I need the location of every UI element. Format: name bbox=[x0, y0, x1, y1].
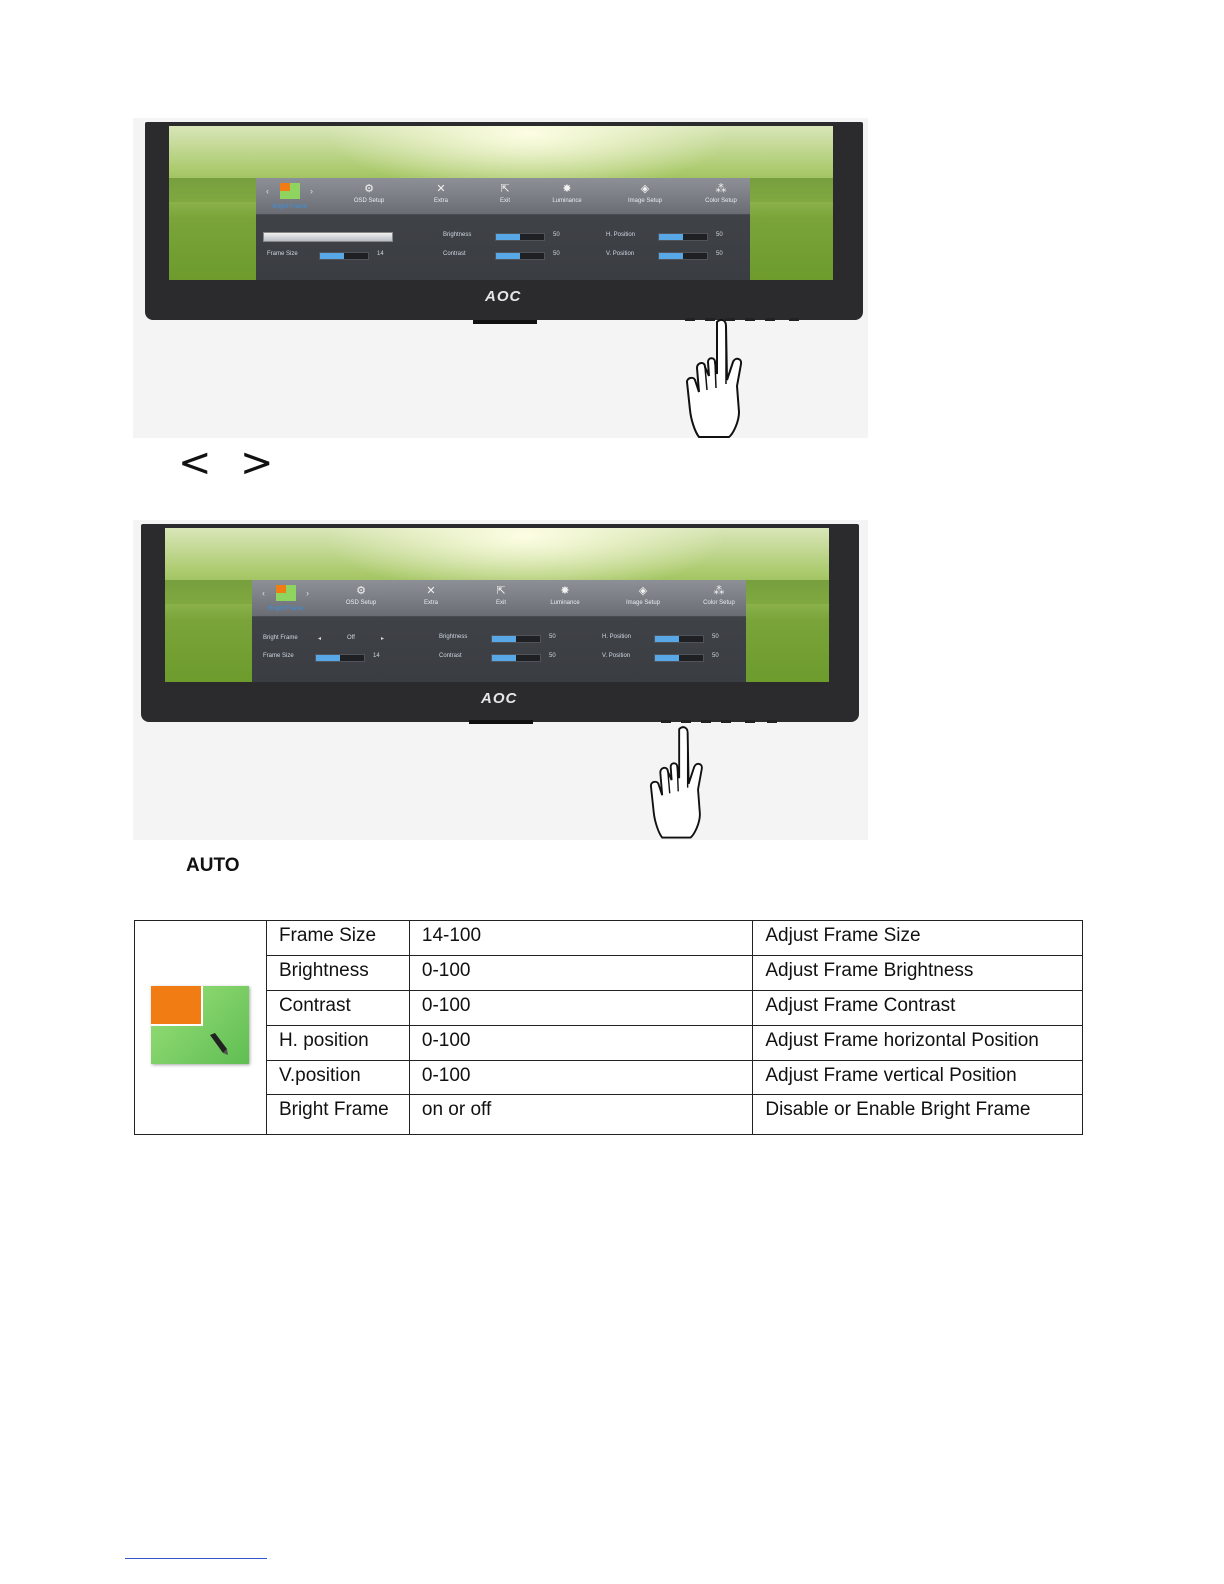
setting-slider bbox=[654, 635, 704, 643]
setting-value: 14 bbox=[373, 653, 380, 659]
footer-rule bbox=[125, 1558, 267, 1559]
setting-slider bbox=[319, 252, 369, 260]
setting-label: Bright Frame bbox=[263, 635, 298, 641]
pointing-hand-icon bbox=[649, 720, 715, 840]
setting-desc-cell: Adjust Frame vertical Position bbox=[753, 1061, 1083, 1095]
osd-selection-highlight bbox=[263, 232, 393, 242]
setting-value: 50 bbox=[712, 634, 719, 640]
bright-frame-icon bbox=[280, 183, 300, 199]
setting-desc-cell: Adjust Frame horizontal Position bbox=[753, 1026, 1083, 1061]
color-setup-icon: ⁂ bbox=[713, 585, 725, 597]
luminance-icon: ✸ bbox=[562, 183, 572, 195]
setting-slider-fill bbox=[316, 655, 340, 661]
monitor-photo-2 bbox=[133, 520, 868, 840]
option-left-arrow-icon[interactable]: ◂ bbox=[318, 636, 322, 642]
setting-range-cell: on or off bbox=[409, 1095, 752, 1135]
exit-icon: ⇱ bbox=[496, 585, 506, 597]
image-setup-icon: ◈ bbox=[638, 585, 648, 597]
table-row bbox=[135, 956, 1083, 991]
bright-frame-spec-table bbox=[134, 920, 1083, 1135]
setting-range-cell: 0-100 bbox=[409, 956, 752, 991]
osd-tab-label: OSD Setup bbox=[345, 600, 377, 606]
setting-range-cell: 0-100 bbox=[409, 1026, 752, 1061]
setting-value: 14 bbox=[377, 251, 384, 257]
left-arrow-icon: < bbox=[178, 440, 212, 486]
pencil-icon bbox=[207, 1032, 229, 1056]
setting-name-cell: Brightness bbox=[266, 956, 409, 991]
osd-tab-exit[interactable] bbox=[470, 182, 540, 204]
setting-label: Frame Size bbox=[263, 653, 294, 659]
osd-right-arrow-icon: › bbox=[306, 588, 309, 598]
table-row bbox=[135, 1061, 1083, 1095]
setting-value: 50 bbox=[716, 232, 723, 238]
setting-slider bbox=[495, 233, 545, 241]
osd-tab-luminance[interactable] bbox=[530, 584, 600, 606]
setting-range-cell: 0-100 bbox=[409, 1061, 752, 1095]
monitor-button[interactable] bbox=[789, 318, 799, 321]
setting-label: Brightness bbox=[443, 232, 472, 238]
image-setup-icon: ◈ bbox=[640, 183, 650, 195]
right-arrow-icon: > bbox=[240, 440, 274, 486]
setting-desc-cell: Adjust Frame Contrast bbox=[753, 991, 1083, 1026]
osd-tab-exit[interactable] bbox=[466, 584, 536, 606]
osd-tab-color-setup[interactable] bbox=[684, 584, 754, 606]
setting-desc-cell: Disable or Enable Bright Frame bbox=[753, 1095, 1083, 1135]
table-row bbox=[135, 991, 1083, 1026]
setting-slider bbox=[491, 654, 541, 662]
osd-tab-label: Exit bbox=[499, 198, 510, 204]
setting-slider-fill bbox=[659, 253, 683, 259]
osd-panel bbox=[252, 580, 746, 682]
osd-tab-image-setup[interactable] bbox=[608, 584, 678, 606]
monitor-screen bbox=[169, 126, 833, 280]
setting-value: 50 bbox=[712, 653, 719, 659]
osd-tab-image-setup[interactable] bbox=[610, 182, 680, 204]
exit-icon: ⇱ bbox=[500, 183, 510, 195]
setting-slider bbox=[315, 654, 365, 662]
setting-label: V. Position bbox=[602, 653, 631, 659]
setting-slider bbox=[654, 654, 704, 662]
osd-tab-extra[interactable] bbox=[406, 182, 476, 204]
setting-label: V. Position bbox=[606, 251, 635, 257]
setting-slider-fill bbox=[496, 253, 520, 259]
osd-setup-icon: ⚙ bbox=[356, 585, 366, 597]
osd-tab-label: Luminance bbox=[550, 600, 580, 606]
bright-frame-icon bbox=[151, 986, 249, 1064]
osd-tab-label: Image Setup bbox=[627, 198, 663, 204]
option-right-arrow-icon[interactable]: ▸ bbox=[381, 636, 385, 642]
setting-value: 50 bbox=[549, 653, 556, 659]
osd-tab-label: OSD Setup bbox=[353, 198, 385, 204]
extra-icon: ✕ bbox=[426, 585, 436, 597]
setting-label: H. Position bbox=[602, 634, 632, 640]
extra-icon: ✕ bbox=[436, 183, 446, 195]
monitor-screen bbox=[165, 528, 829, 682]
osd-tab-label: Color Setup bbox=[703, 600, 735, 606]
monitor-bezel bbox=[141, 524, 859, 722]
osd-tab-label: Bright Frame bbox=[272, 204, 308, 210]
setting-slider bbox=[658, 252, 708, 260]
monitor-stand bbox=[469, 720, 533, 724]
setting-name-cell: Bright Frame bbox=[266, 1095, 409, 1135]
osd-tab-bar bbox=[256, 178, 750, 214]
setting-slider bbox=[495, 252, 545, 260]
color-setup-icon: ⁂ bbox=[715, 183, 727, 195]
setting-value: 50 bbox=[553, 232, 560, 238]
osd-tab-label: Extra bbox=[433, 198, 448, 204]
table-row bbox=[135, 1026, 1083, 1061]
setting-range-cell: 14-100 bbox=[409, 921, 752, 956]
pointing-hand-icon bbox=[685, 316, 755, 438]
luminance-icon: ✸ bbox=[560, 585, 570, 597]
monitor-bezel bbox=[145, 122, 863, 320]
setting-desc-cell: Adjust Frame Size bbox=[753, 921, 1083, 956]
monitor-button[interactable] bbox=[745, 720, 755, 723]
setting-slider-fill bbox=[655, 636, 679, 642]
setting-label: Contrast bbox=[443, 251, 466, 257]
table-row bbox=[135, 921, 1083, 956]
setting-name-cell: V.position bbox=[266, 1061, 409, 1095]
osd-left-arrow-icon: ‹ bbox=[266, 186, 269, 196]
setting-name-cell: H. position bbox=[266, 1026, 409, 1061]
osd-left-arrow-icon: ‹ bbox=[262, 588, 265, 598]
setting-value: 50 bbox=[716, 251, 723, 257]
setting-desc-cell: Adjust Frame Brightness bbox=[753, 956, 1083, 991]
setting-name-cell: Contrast bbox=[266, 991, 409, 1026]
osd-tab-luminance[interactable] bbox=[532, 182, 602, 204]
setting-slider-fill bbox=[655, 655, 679, 661]
osd-tab-extra[interactable] bbox=[396, 584, 466, 606]
table-row bbox=[135, 1095, 1083, 1135]
osd-tab-label: Exit bbox=[495, 600, 506, 606]
setting-slider bbox=[491, 635, 541, 643]
setting-value: 50 bbox=[549, 634, 556, 640]
monitor-photo-1 bbox=[133, 118, 868, 438]
osd-panel bbox=[256, 178, 750, 280]
osd-tab-label: Bright Frame bbox=[268, 606, 304, 612]
setting-label: Brightness bbox=[439, 634, 468, 640]
osd-tab-color-setup[interactable] bbox=[686, 182, 756, 204]
osd-tab-label: Color Setup bbox=[705, 198, 737, 204]
aoc-logo: AOC bbox=[481, 690, 518, 707]
monitor-button[interactable] bbox=[721, 720, 731, 723]
setting-slider bbox=[658, 233, 708, 241]
setting-label: Contrast bbox=[439, 653, 462, 659]
osd-tab-bright-frame[interactable] bbox=[256, 582, 316, 616]
setting-slider-fill bbox=[659, 234, 683, 240]
osd-tab-osd-setup[interactable] bbox=[334, 182, 404, 204]
monitor-stand bbox=[473, 320, 537, 324]
setting-label: H. Position bbox=[606, 232, 636, 238]
osd-tab-bright-frame[interactable] bbox=[260, 180, 320, 214]
setting-slider-fill bbox=[492, 655, 516, 661]
setting-slider-fill bbox=[492, 636, 516, 642]
bright-frame-icon-cell bbox=[135, 921, 267, 1135]
setting-label: Frame Size bbox=[267, 251, 298, 257]
aoc-logo: AOC bbox=[485, 288, 522, 305]
osd-setup-icon: ⚙ bbox=[364, 183, 374, 195]
osd-tab-osd-setup[interactable] bbox=[326, 584, 396, 606]
setting-value: Off bbox=[347, 635, 355, 641]
monitor-button[interactable] bbox=[767, 720, 777, 723]
setting-name-cell: Frame Size bbox=[266, 921, 409, 956]
setting-value: 50 bbox=[553, 251, 560, 257]
osd-right-arrow-icon: › bbox=[310, 186, 313, 196]
setting-range-cell: 0-100 bbox=[409, 991, 752, 1026]
auto-label: AUTO bbox=[186, 855, 240, 876]
osd-tab-label: Image Setup bbox=[625, 600, 661, 606]
setting-slider-fill bbox=[496, 234, 520, 240]
osd-tab-label: Luminance bbox=[552, 198, 582, 204]
setting-slider-fill bbox=[320, 253, 344, 259]
osd-tab-label: Extra bbox=[423, 600, 438, 606]
monitor-button[interactable] bbox=[765, 318, 775, 321]
osd-tab-bar bbox=[252, 580, 746, 616]
bright-frame-icon bbox=[276, 585, 296, 601]
